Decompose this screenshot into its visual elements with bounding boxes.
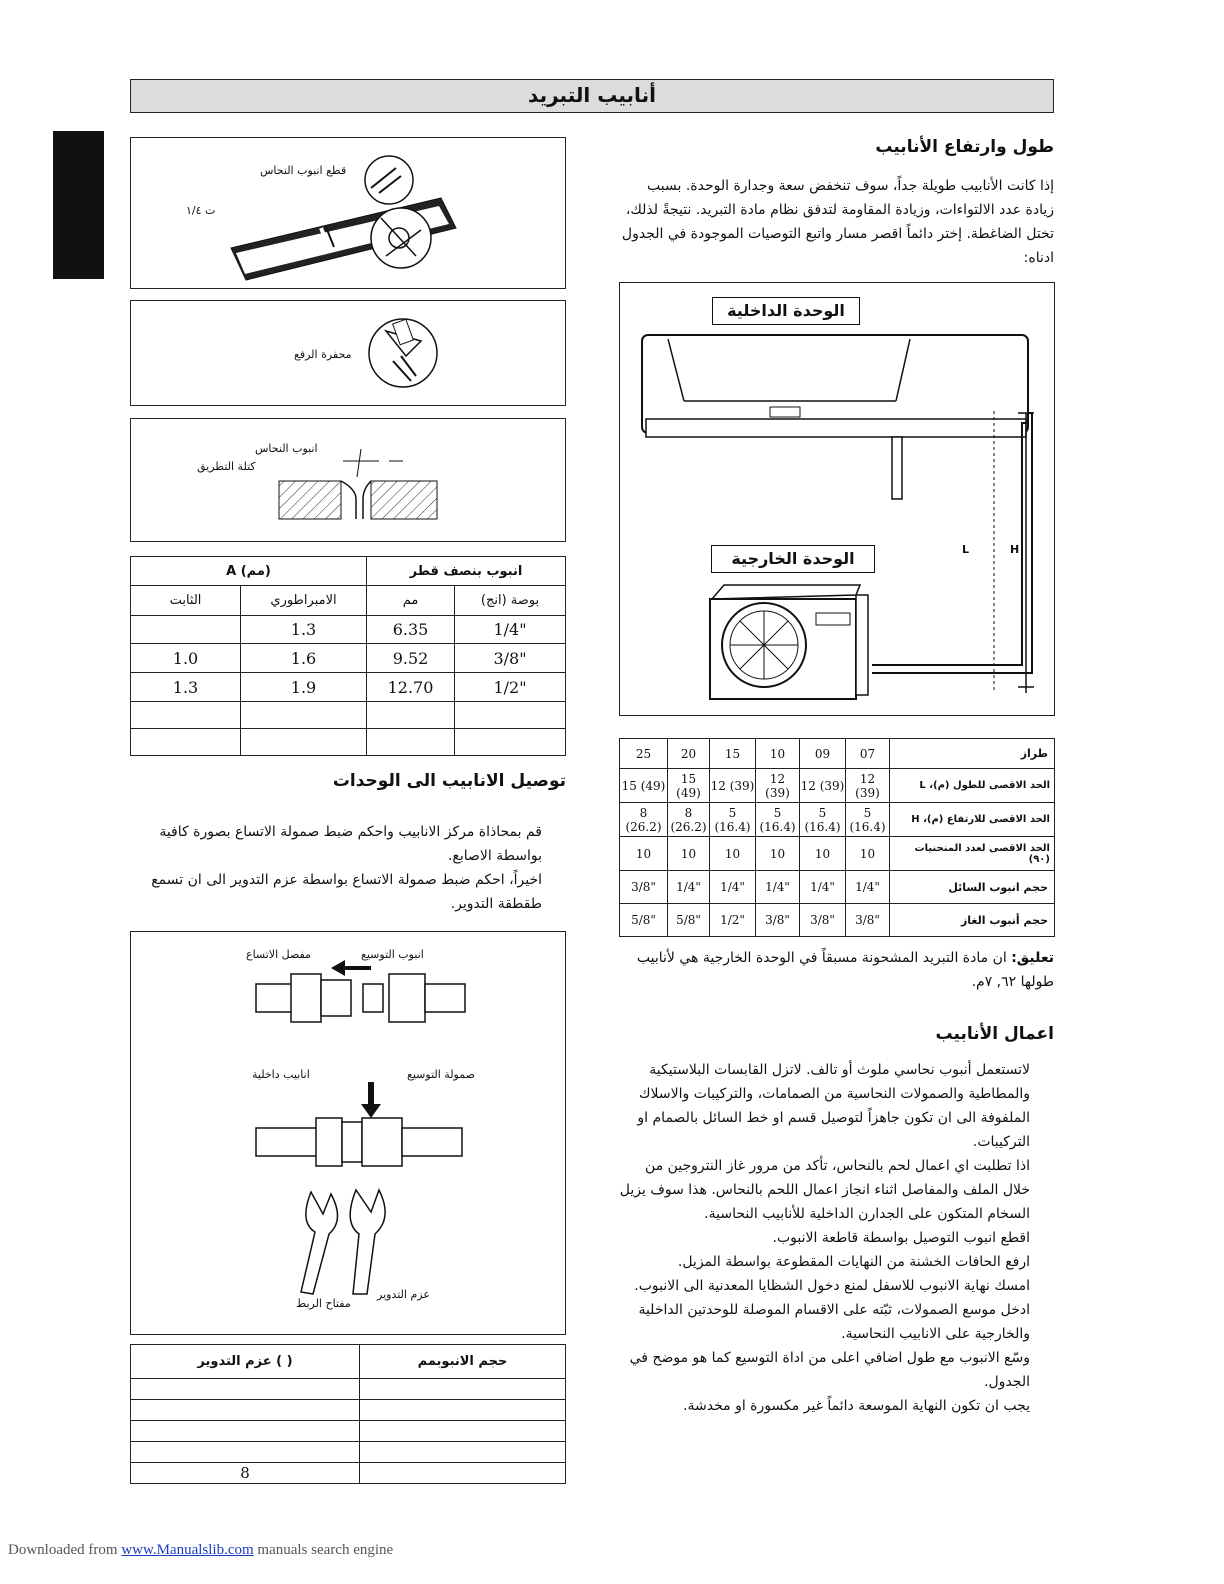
- installation-diagram: [619, 282, 1055, 716]
- subheader-inch: بوصة (انج): [455, 586, 566, 616]
- cell-fixed: [131, 729, 241, 756]
- cell: 8 (26.2): [668, 803, 710, 837]
- cell-fixed: [131, 702, 241, 729]
- page-number: 8: [131, 1463, 360, 1484]
- pipework-instructions: [618, 1058, 1030, 1418]
- row-label: حجم أنبوب الغاز: [890, 904, 1055, 937]
- table-row: [131, 644, 566, 673]
- cell-fixed: 1.0: [131, 644, 241, 673]
- table-row: [131, 1442, 566, 1463]
- pipework-line: اقطع انبوب التوصيل بواسطة قاطعة الانبوب.: [772, 1230, 1030, 1246]
- size-cell: [360, 1379, 566, 1400]
- copper-pipe-label: انبوب النحاس: [255, 442, 318, 455]
- cell: 1/4": [800, 871, 846, 904]
- pipework-line: وسّع الانبوب مع طول اضافي اعلى من اداة التوسيع كما هو موضح في الجدول.: [629, 1350, 1030, 1390]
- table-row: [131, 1421, 566, 1442]
- wrench-label: مفتاح الربط: [296, 1297, 351, 1310]
- torque-cell: [131, 1379, 360, 1400]
- inner-pipes-label: انابيب داخلية: [252, 1068, 310, 1081]
- cell: 1/4": [756, 871, 800, 904]
- subheader-fixed: الثابت: [131, 586, 241, 616]
- flare-joint-label: مفصل الاتساع: [246, 948, 311, 961]
- model-header: 10: [756, 739, 800, 769]
- cell: 15 (49): [620, 769, 668, 803]
- indoor-unit-label: الوحدة الداخلية: [712, 297, 860, 325]
- torque-label: عزم التدوير: [377, 1288, 430, 1301]
- connect-paragraph-1: قم بمحاذاة مركز الانابيب واحكم ضبط صمولة الاتساع بصورة كافية بواسطة الاصابع.: [159, 824, 542, 864]
- cell-inch: 1/2": [455, 673, 566, 702]
- pipe-cut-figure: [130, 137, 566, 289]
- flare-connection-illustration: [131, 932, 564, 1333]
- flaring-block-figure: [130, 418, 566, 542]
- cell: 10: [668, 837, 710, 871]
- size-cell: [360, 1442, 566, 1463]
- size-cell: [360, 1463, 566, 1484]
- page-title: أنابيب التبريد: [130, 79, 1054, 113]
- cell-mm: 9.52: [367, 644, 455, 673]
- model-header: 15: [710, 739, 756, 769]
- model-header: 07: [846, 739, 890, 769]
- cell: 12 (39): [800, 769, 846, 803]
- outdoor-unit-label: الوحدة الخارجية: [711, 545, 875, 573]
- cell-inch: 3/8": [455, 644, 566, 673]
- cell: 1/4": [846, 871, 890, 904]
- cell: 1/2": [710, 904, 756, 937]
- row-label: حجم انبوب السائل: [890, 871, 1055, 904]
- flare-connection-figure: [130, 931, 566, 1335]
- note-block: [618, 946, 1054, 994]
- download-footer: [8, 1542, 393, 1559]
- cell: 10: [846, 837, 890, 871]
- cell: 8 (26.2): [620, 803, 668, 837]
- table-row: [131, 702, 566, 729]
- subheader-mm: مم: [367, 586, 455, 616]
- length-dimension-label: L: [962, 543, 970, 556]
- connect-instructions: [130, 820, 542, 916]
- cell-inch: [455, 729, 566, 756]
- table-row: [620, 871, 1055, 904]
- cell-inch: [455, 702, 566, 729]
- row-label: الحد الاقصى للطول (م)، L: [890, 769, 1055, 803]
- cell: 5 (16.4): [800, 803, 846, 837]
- model-label: طراز: [890, 739, 1055, 769]
- flaring-block-label: كتلة التطريق: [197, 460, 256, 473]
- table-row: [620, 837, 1055, 871]
- cell-inch: 1/4": [455, 616, 566, 644]
- cell: 10: [756, 837, 800, 871]
- footer-suffix: manuals search engine: [253, 1542, 394, 1558]
- note-text: ان مادة التبريد المشحونة مسبقاً في الوحدة الخارجية هي لأنابيب طولها ٦٢, ٧م.: [636, 950, 1054, 990]
- header-a-mm: A (مم): [131, 557, 367, 586]
- flaring-block-illustration: [131, 419, 564, 540]
- cell: 3/8": [756, 904, 800, 937]
- flare-dimension-table: [130, 556, 566, 756]
- model-header: 25: [620, 739, 668, 769]
- cell: 3/8": [846, 904, 890, 937]
- pipe-spec-table: [619, 738, 1055, 937]
- cell: 1/4": [710, 871, 756, 904]
- torque-table: [130, 1344, 566, 1484]
- cell: 1/4": [668, 871, 710, 904]
- connect-paragraph-2: اخيراً، احكم ضبط صمولة الاتساع بواسطة عزم التدوير الى ان تسمع طقطقة التدوير.: [151, 872, 542, 912]
- row-label: الحد الاقصى للارتفاع (م)، H: [890, 803, 1055, 837]
- pipework-section-title: اعمال الأنابيب: [935, 1024, 1054, 1044]
- cell: 5/8": [620, 904, 668, 937]
- cell: 12 (39): [710, 769, 756, 803]
- size-cell: [360, 1421, 566, 1442]
- table-row: [131, 1379, 566, 1400]
- length-section-title: طول وارتفاع الأنابيب: [875, 137, 1054, 157]
- cell: 5/8": [668, 904, 710, 937]
- pipework-line: اذا تطلبت اي اعمال لحم بالنحاس، تأكد من مرور غاز النتروجين من خلال الملف والمفاصل اثناء انجاز اعمال اللحم بالنحاس. هذا سوف يزيل السخام المتكون على الجدارن الداخلية للأنابيب النحاسية.: [619, 1158, 1030, 1222]
- reamer-figure: [130, 300, 566, 406]
- cell-imperial: 1.3: [241, 616, 367, 644]
- pipework-line: ادخل موسع الصمولات، ثبّته على الاقسام الموصلة للوحدتين الداخلية والخارجية على الانابيب النحاسية.: [638, 1302, 1030, 1342]
- cell: 5 (16.4): [710, 803, 756, 837]
- cell-imperial: [241, 729, 367, 756]
- cell: 15 (49): [668, 769, 710, 803]
- cell-mm: [367, 702, 455, 729]
- torque-cell: [131, 1400, 360, 1421]
- section-tab-marker: [53, 131, 104, 279]
- cell: 10: [800, 837, 846, 871]
- cell-mm: 6.35: [367, 616, 455, 644]
- cell: 10: [710, 837, 756, 871]
- table-row: [131, 673, 566, 702]
- row-label: الحد الاقصى لعدد المنحنيات (٩٠): [890, 837, 1055, 871]
- table-row: [131, 729, 566, 756]
- cell-imperial: [241, 702, 367, 729]
- length-paragraph: إذا كانت الأنابيب طويلة جداً، سوف تنخفض سعة وجدارة الوحدة. بسبب زيادة عدد الالتواءات، وزيادة المقاومة لتدفق نظام مادة التبريد. نتيجةً لذلك، تختل الضاغطة. إختر دائماً اقصر مسار واتبع التوصيات الموجودة في الجدول ادناه:: [621, 178, 1054, 266]
- table-row: [131, 1463, 566, 1484]
- table-row: [131, 616, 566, 644]
- height-dimension-label: H: [1010, 543, 1020, 556]
- torque-cell: [131, 1442, 360, 1463]
- model-header: 20: [668, 739, 710, 769]
- installation-diagram-illustration: [620, 283, 1053, 714]
- cell: 3/8": [800, 904, 846, 937]
- subheader-imperial: الامبراطوري: [241, 586, 367, 616]
- expansion-pipe-label: انبوب التوسيع: [361, 948, 424, 961]
- pipework-line: امسك نهاية الانبوب للاسفل لمنع دخول الشظايا المعدنية الى الانبوب.: [634, 1278, 1030, 1294]
- header-torque: عزم التدوير ( ): [131, 1345, 360, 1379]
- expansion-nut-label: صمولة التوسيع: [407, 1068, 475, 1081]
- cell: 5 (16.4): [756, 803, 800, 837]
- pipework-line: يجب ان تكون النهاية الموسعة دائماً غير مكسورة او مخدشة.: [683, 1398, 1030, 1414]
- manualslib-link[interactable]: www.Manualslib.com: [121, 1542, 254, 1558]
- reamer-label: محفرة الرفع: [294, 348, 352, 361]
- pipework-line: ارفع الحافات الخشنة من النهايات المقطوعة بواسطة المزيل.: [677, 1254, 1030, 1270]
- cell-mm: 12.70: [367, 673, 455, 702]
- model-header: 09: [800, 739, 846, 769]
- table-row: [620, 904, 1055, 937]
- table-row: [620, 803, 1055, 837]
- cell: 3/8": [620, 871, 668, 904]
- dimension-label: ت ١/٤: [186, 204, 216, 217]
- connect-section-title: توصيل الانابيب الى الوحدات: [332, 771, 566, 791]
- table-row: [620, 769, 1055, 803]
- header-pipe-radius: انبوب بنصف قطر: [367, 557, 566, 586]
- header-pipe-size: حجم الانبوبمم: [360, 1345, 566, 1379]
- pipework-line: لاتستعمل أنبوب نحاسي ملوث أو تالف. لاتزل القابسات البلاستيكية والمطاطية والصمولات النحاسية من الصمامات، والتركيبات والاسلاك الملفوفة الى ان تكون جاهزاً لتوصيل قسم او خط السائل بالصمام او التركيبات.: [637, 1062, 1030, 1150]
- table-row: [131, 1400, 566, 1421]
- cell: 12 (39): [756, 769, 800, 803]
- cut-pipe-label: قطع انبوب النحاس: [260, 164, 347, 177]
- note-label: تعليق:: [1011, 950, 1054, 966]
- torque-cell: [131, 1421, 360, 1442]
- footer-prefix: Downloaded from: [8, 1542, 122, 1558]
- size-cell: [360, 1400, 566, 1421]
- cell-fixed: [131, 616, 241, 644]
- cell-imperial: 1.9: [241, 673, 367, 702]
- cell: 10: [620, 837, 668, 871]
- cell-imperial: 1.6: [241, 644, 367, 673]
- cell: 12 (39): [846, 769, 890, 803]
- cell-mm: [367, 729, 455, 756]
- cell: 5 (16.4): [846, 803, 890, 837]
- cell-fixed: 1.3: [131, 673, 241, 702]
